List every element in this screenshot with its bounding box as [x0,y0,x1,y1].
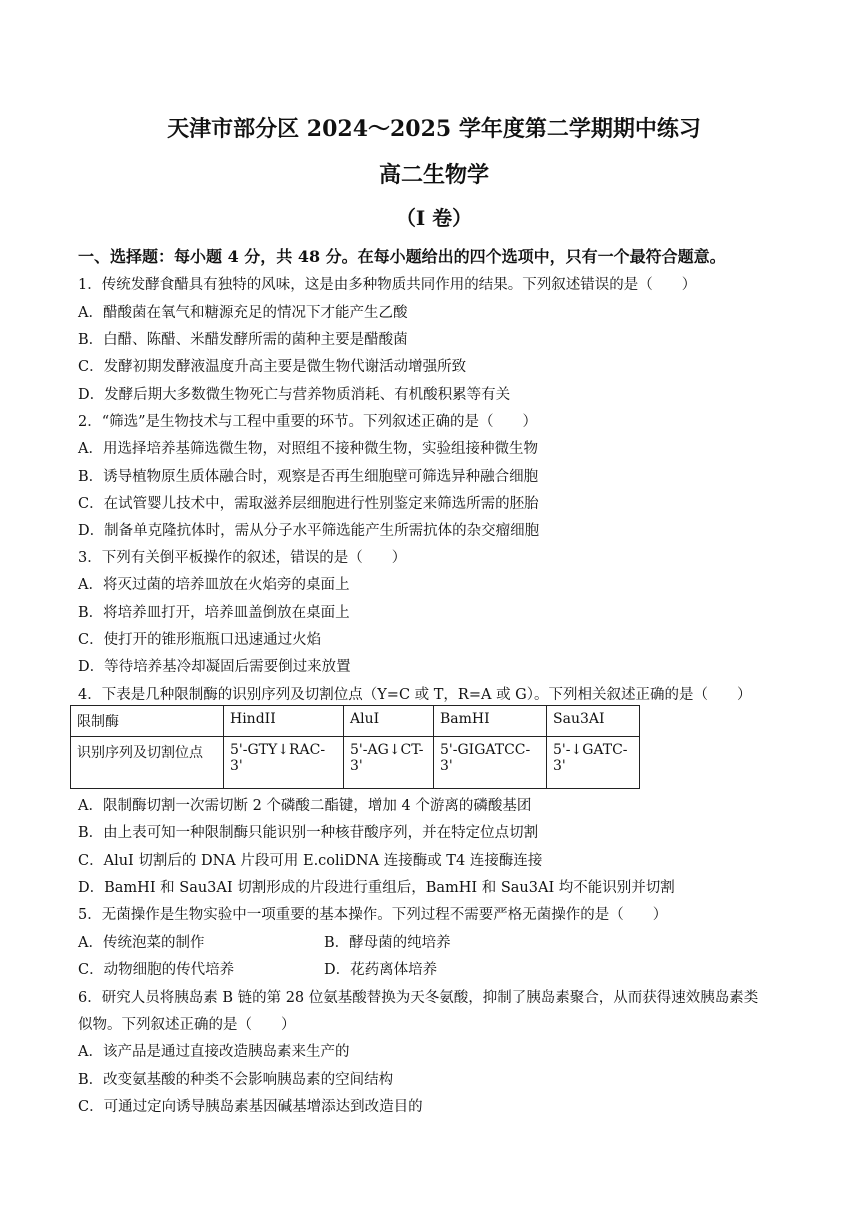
table-header-cell: 限制酶 [71,706,224,737]
q3-option-d: D．等待培养基冷却凝固后需要倒过来放置 [78,659,351,675]
q2-option-a: A．用选择培养基筛选微生物，对照组不接种微生物，实验组接种微生物 [78,441,538,457]
table-header-cell: AluI [344,706,434,737]
q4-option-c: C．AluI 切割后的 DNA 片段可用 E.coliDNA 连接酶或 T4 连接酶连接 [78,853,543,869]
q2-option-d: D．制备单克隆抗体时，需从分子水平筛选能产生所需抗体的杂交瘤细胞 [78,523,540,539]
q2-option-b: B．诱导植物原生质体融合时，观察是否再生细胞壁可筛选异种融合细胞 [78,469,539,485]
q4-option-d: D．BamHI 和 Sau3AI 切割形成的片段进行重组后，BamHI 和 Sau3AI 均不能识别并切割 [78,880,675,896]
q6-option-b: B．改变氨基酸的种类不会影响胰岛素的空间结构 [78,1072,394,1088]
exam-title: 天津市部分区 2024～2025 学年度第二学期期中练习 [167,116,701,142]
q1-stem: 1．传统发酵食醋具有独特的风味，这是由多种物质共同作用的结果。下列叙述错误的是（ ） [78,277,697,293]
q5-stem: 5．无菌操作是生物实验中一项重要的基本操作。下列过程不需要严格无菌操作的是（ ） [78,907,668,923]
enzyme-table [70,705,640,789]
volume-label: （I 卷） [395,206,473,230]
table-cell: 5'-GIGATCC-3' [434,737,547,789]
table-header-cell: HindII [224,706,344,737]
table-row [71,737,640,789]
q5-option-c: C．动物细胞的传代培养 [78,962,235,978]
q3-option-c: C．使打开的锥形瓶瓶口迅速通过火焰 [78,632,322,648]
q3-option-a: A．将灭过菌的培养皿放在火焰旁的桌面上 [78,577,350,593]
q4-option-a: A．限制酶切割一次需切断 2 个磷酸二酯键，增加 4 个游离的磷酸基团 [78,798,532,814]
q6-option-c: C．可通过定向诱导胰岛素基因碱基增添达到改造目的 [78,1099,423,1115]
q3-stem: 3．下列有关倒平板操作的叙述，错误的是（ ） [78,550,407,566]
q6-stem-line1: 6．研究人员将胰岛素 B 链的第 28 位氨基酸替换为天冬氨酸，抑制了胰岛素聚合，从而获得速效胰岛素类 [78,990,759,1006]
subject-title: 高二生物学 [378,162,489,188]
q5-option-a: A．传统泡菜的制作 [78,935,205,951]
section-heading: 一、选择题：每小题 4 分，共 48 分。在每小题给出的四个选项中，只有一个最符合题意。 [78,247,726,266]
q2-option-c: C．在试管婴儿技术中，需取滋养层细胞进行性别鉴定来筛选所需的胚胎 [78,496,539,512]
q4-stem: 4．下表是几种限制酶的识别序列及切割位点（Y=C 或 T，R=A 或 G）。下列相关叙述正确的是（ ） [78,687,752,703]
q3-option-b: B．将培养皿打开，培养皿盖倒放在桌面上 [78,605,350,621]
table-row-label: 识别序列及切割位点 [71,737,224,789]
table-header-cell: Sau3AI [547,706,640,737]
q1-option-c: C．发酵初期发酵液温度升高主要是微生物代谢活动增强所致 [78,359,467,375]
table-cell: 5'-AG↓CT-3' [344,737,434,789]
table-header-row [71,706,640,737]
table-cell: 5'-GTY↓RAC-3' [224,737,344,789]
table-header-cell: BamHI [434,706,547,737]
q1-option-b: B．白醋、陈醋、米醋发酵所需的菌种主要是醋酸菌 [78,332,408,348]
q1-option-d: D．发酵后期大多数微生物死亡与营养物质消耗、有机酸积累等有关 [78,387,511,403]
q2-stem: 2．“筛选”是生物技术与工程中重要的环节。下列叙述正确的是（ ） [78,414,538,430]
q1-option-a: A．醋酸菌在氧气和糖源充足的情况下才能产生乙酸 [78,305,408,321]
q5-option-b: B．酵母菌的纯培养 [324,935,451,951]
q5-option-d: D．花药离体培养 [324,962,438,978]
q6-stem-line2: 似物。下列叙述正确的是（ ） [78,1017,296,1033]
q4-option-b: B．由上表可知一种限制酶只能识别一种核苷酸序列，并在特定位点切割 [78,825,539,841]
q6-option-a: A．该产品是通过直接改造胰岛素来生产的 [78,1044,350,1060]
table-cell: 5'-↓GATC-3' [547,737,640,789]
